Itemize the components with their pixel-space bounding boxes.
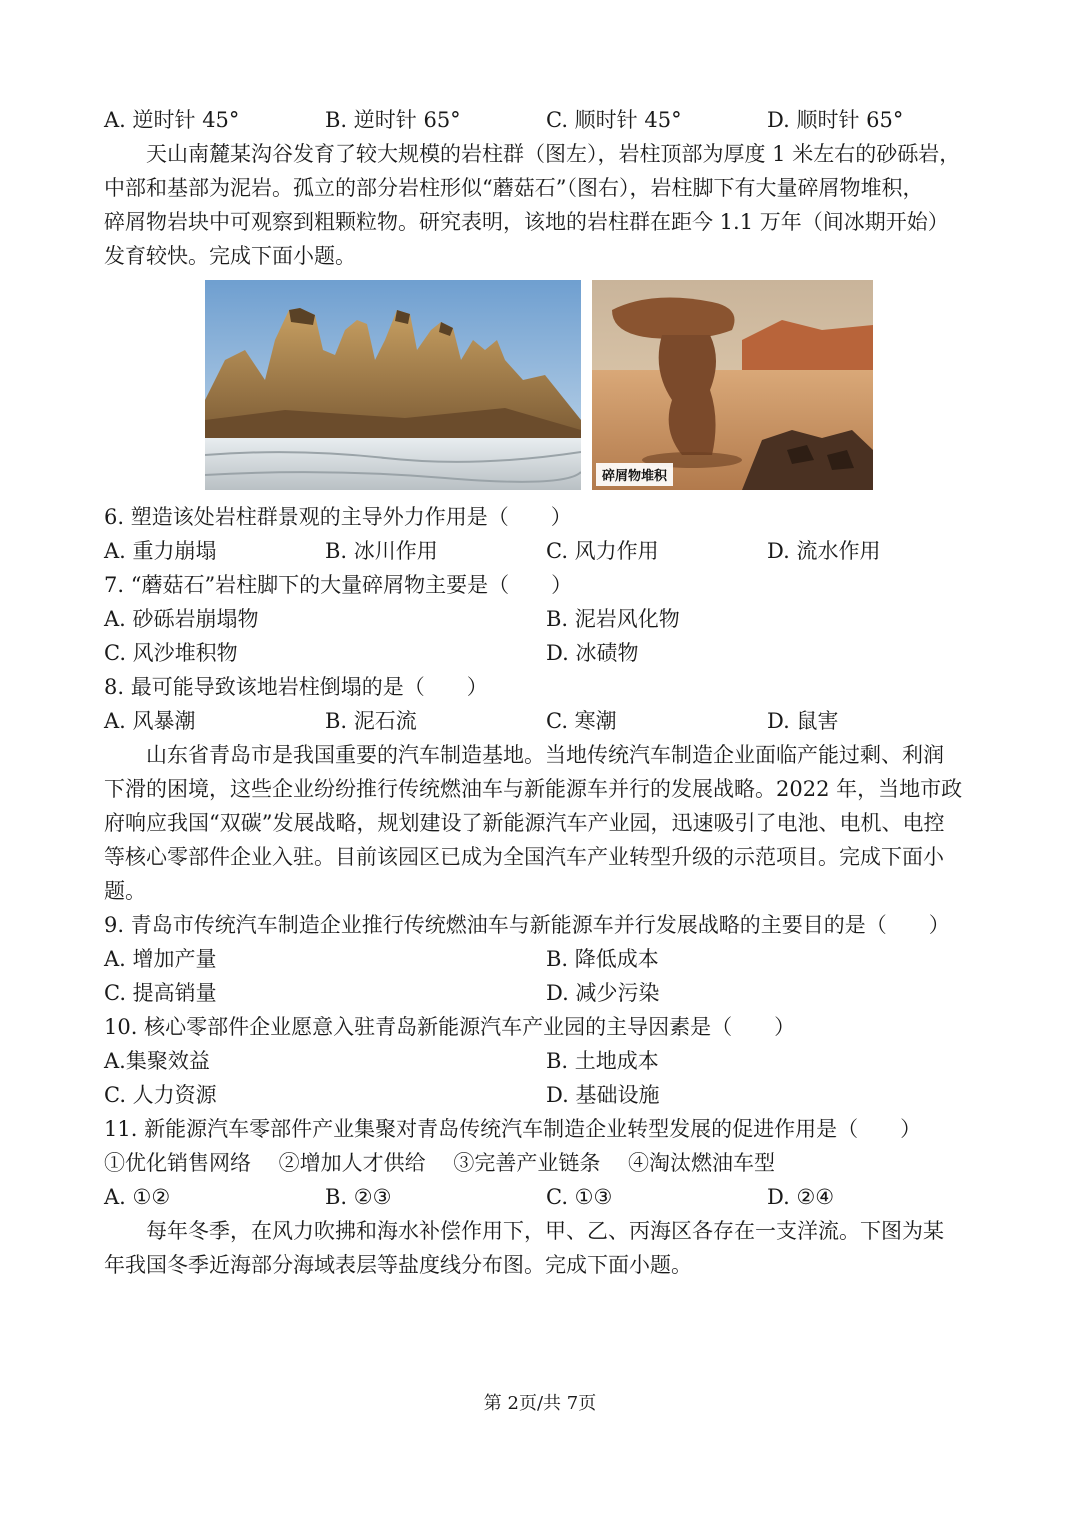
q10-option-b: B. 土地成本 xyxy=(546,1049,659,1073)
q11-options xyxy=(104,1180,976,1214)
passage1-line: 中部和基部为泥岩。孤立的部分岩柱形似“蘑菇石”（图右），岩柱脚下有大量碎屑物堆积， xyxy=(104,176,924,200)
q7-option-a: A. 砂砾岩崩塌物 xyxy=(104,607,259,631)
q10-option-c: C. 人力资源 xyxy=(104,1083,217,1107)
q8-stem: 8. 最可能导致该地岩柱倒塌的是（ ） xyxy=(104,675,488,699)
q7-stem: 7. “蘑菇石”岩柱脚下的大量碎屑物主要是（ ） xyxy=(104,573,573,597)
q6-options xyxy=(104,534,976,568)
passage2-line: 等核心零部件企业入驻。目前该园区已成为全国汽车产业转型升级的示范项目。完成下面小 xyxy=(104,845,944,869)
q9-options-row1 xyxy=(104,942,976,976)
q9-option-b: B. 降低成本 xyxy=(546,947,659,971)
q10-option-d: D. 基础设施 xyxy=(546,1083,660,1107)
passage2-line: 府响应我国“双碳”发展战略，规划建设了新能源汽车产业园，迅速吸引了电池、电机、电控 xyxy=(104,811,945,835)
debris-caption: 碎屑物堆积 xyxy=(596,463,673,486)
q7-option-b: B. 泥岩风化物 xyxy=(546,607,680,631)
mushroom-rock-photo xyxy=(592,280,873,490)
q8-option-c: C. 寒潮 xyxy=(546,709,617,733)
passage2-line: 题。 xyxy=(104,879,146,903)
q5-options xyxy=(104,103,976,137)
passage1-line: 天山南麓某沟谷发育了较大规模的岩柱群（图左），岩柱顶部为厚度 1 米左右的砂砾岩， xyxy=(146,142,961,166)
q9-option-d: D. 减少污染 xyxy=(546,981,660,1005)
q7-options-row2 xyxy=(104,636,976,670)
q6-option-a: A. 重力崩塌 xyxy=(104,539,217,563)
rock-pillars-photo xyxy=(205,280,581,490)
q6-option-d: D. 流水作用 xyxy=(767,539,881,563)
q8-option-d: D. 鼠害 xyxy=(767,709,839,733)
q11-option-b: B. ②③ xyxy=(325,1185,392,1209)
passage2-line: 山东省青岛市是我国重要的汽车制造基地。当地传统汽车制造企业面临产能过剩、利润 xyxy=(146,743,944,767)
passage3-line: 年我国冬季近海部分海域表层等盐度线分布图。完成下面小题。 xyxy=(104,1253,692,1277)
q9-option-a: A. 增加产量 xyxy=(104,947,217,971)
q6-option-c: C. 风力作用 xyxy=(546,539,659,563)
q9-options-row2 xyxy=(104,976,976,1010)
q8-option-b: B. 泥石流 xyxy=(325,709,417,733)
q5-option-c: C. 顺时针 45° xyxy=(546,108,682,132)
q7-option-c: C. 风沙堆积物 xyxy=(104,641,238,665)
q11-option-c: C. ①③ xyxy=(546,1185,613,1209)
q8-options xyxy=(104,704,976,738)
q9-option-c: C. 提高销量 xyxy=(104,981,217,1005)
passage2-line: 下滑的困境，这些企业纷纷推行传统燃油车与新能源车并行的发展战略。2022 年，当地市政 xyxy=(104,777,963,801)
passage1-line: 发育较快。完成下面小题。 xyxy=(104,244,356,268)
q5-option-a: A. 逆时针 45° xyxy=(104,108,240,132)
q10-options-row1 xyxy=(104,1044,976,1078)
q11-option-d: D. ②④ xyxy=(767,1185,835,1209)
q6-stem: 6. 塑造该处岩柱群景观的主导外力作用是（ ） xyxy=(104,505,572,529)
q9-stem: 9. 青岛市传统汽车制造企业推行传统燃油车与新能源车并行发展战略的主要目的是（ ） xyxy=(104,913,950,937)
q7-options-row1 xyxy=(104,602,976,636)
page-number: 第 2页/共 7页 xyxy=(483,1393,597,1414)
passage3-line: 每年冬季，在风力吹拂和海水补偿作用下，甲、乙、丙海区各存在一支洋流。下图为某 xyxy=(146,1219,944,1243)
q11-stem: 11. 新能源汽车零部件产业集聚对青岛传统汽车制造企业转型发展的促进作用是（ ） xyxy=(104,1117,922,1141)
q8-option-a: A. 风暴潮 xyxy=(104,709,196,733)
q10-stem: 10. 核心零部件企业愿意入驻青岛新能源汽车产业园的主导因素是（ ） xyxy=(104,1015,796,1039)
passage1-line: 碎屑物岩块中可观察到粗颗粒物。研究表明，该地的岩柱群在距今 1.1 万年（间冰期开始） xyxy=(104,210,949,234)
q7-option-d: D. 冰碛物 xyxy=(546,641,639,665)
q5-option-d: D. 顺时针 65° xyxy=(767,108,904,132)
q10-option-a: A.集聚效益 xyxy=(104,1049,210,1073)
q6-option-b: B. 冰川作用 xyxy=(325,539,438,563)
q10-options-row2 xyxy=(104,1078,976,1112)
q11-option-a: A. ①② xyxy=(104,1185,171,1209)
q11-items: ①优化销售网络 ②增加人才供给 ③完善产业链条 ④淘汰燃油车型 xyxy=(104,1151,776,1175)
q5-option-b: B. 逆时针 65° xyxy=(325,108,461,132)
